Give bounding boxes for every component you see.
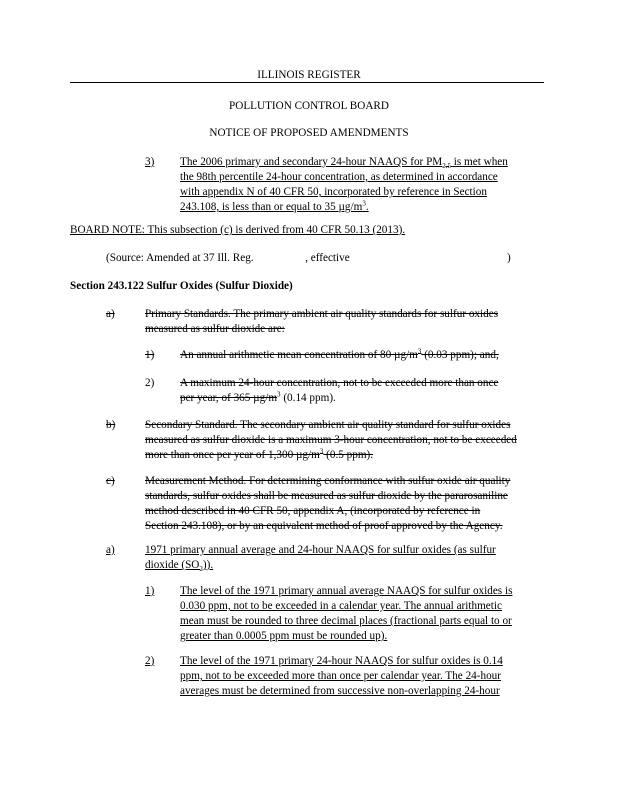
register-title (70, 68, 548, 83)
b-old-sup: 3 (319, 447, 324, 456)
b-old-paragraph (145, 418, 517, 463)
a2-old-sup: 3 (277, 390, 281, 399)
c-old-line2: standards, sulfur oxides shall be measured as sulfur dioxide by the pararosaniline (145, 490, 508, 502)
a-new-line2b: )). (202, 559, 214, 571)
b-old-tail: (0.5 ppm). (323, 449, 374, 461)
item3-label: 3) (145, 156, 155, 168)
c-old-line1: Measurement Method. For determining conformance with sulfur oxide air quality (145, 475, 511, 487)
notice-title: NOTICE OF PROPOSED AMENDMENTS (209, 127, 409, 139)
a-old-line2: measured as sulfur dioxide are: (145, 323, 285, 335)
c-old-label: c) (106, 475, 115, 487)
a2-new-line1: The level of the 1971 primary 24-hour NAAQS for sulfur oxides is 0.14 (180, 655, 503, 667)
a1-new-paragraph (180, 584, 512, 644)
b-old-line3: more than once per year of 1,300 µg/m (145, 449, 320, 461)
a1-new-line3: mean must be rounded to three decimal places (fractional parts equal to or (180, 615, 512, 627)
source-close: ) (507, 252, 511, 264)
a1-new-label: 1) (145, 585, 155, 597)
item3-line4: 243.108, is less than or equal to 35 µg/m (180, 201, 363, 213)
c-old-line3: method described in 40 CFR 50, appendix A, (incorporated by reference in (145, 505, 481, 517)
a-new-sub: 2 (199, 565, 203, 574)
a2-old-label: 2) (145, 377, 155, 389)
a2-old-line1: A maximum 24-hour concentration, not to be exceeded more than once (180, 377, 499, 389)
header-rule (70, 82, 544, 83)
c-old-line4: Section 243.108), or by an equivalent method of proof approved by the Agency. (145, 520, 503, 532)
board-note-label: BOARD NOTE (70, 224, 142, 236)
register-title-text: ILLINOIS REGISTER (257, 69, 361, 81)
a2-new-line2: ppm, not to be exceeded more than once per calendar year. The 24-hour (180, 670, 501, 682)
b-old-line1: Secondary Standard. The secondary ambient air quality standard for sulfur oxides (145, 419, 511, 431)
board-note (70, 223, 548, 238)
item3-paragraph (180, 155, 545, 215)
a-old-label: a) (106, 308, 115, 320)
a1-new-line2: 0.030 ppm, not to be exceeded in a calendar year. The annual arithmetic (180, 600, 502, 612)
b-old-label: b) (106, 419, 116, 431)
b-old-line2: measured as sulfur dioxide is a maximum 3-hour concentration, not to be exceeded (145, 434, 517, 446)
a-new-paragraph (145, 543, 496, 573)
a2-old-line2b: (0.14 ppm). (280, 392, 336, 404)
a1-old-tail: (0.03 ppm); and, (421, 349, 499, 361)
a-new-line2a: dioxide (SO (145, 559, 200, 571)
item3-line2: the 98th percentile 24-hour concentration, as determined in accordance (180, 171, 498, 183)
a-new-label: a) (106, 544, 115, 556)
board-title: POLLUTION CONTROL BOARD (229, 100, 389, 112)
a2-new-line3: averages must be determined from successive non-overlapping 24-hour (180, 685, 500, 697)
item3-line3: with appendix N of 40 CFR 50, incorporated by reference in Section (180, 186, 487, 198)
item3-pm-sub: 2.5 (442, 162, 451, 171)
a2-new-paragraph (180, 654, 503, 699)
item3-pm-tail: is met when (450, 156, 508, 168)
source-text2: , effective (305, 252, 350, 264)
a2-old-paragraph (180, 376, 498, 406)
c-old-paragraph (145, 474, 510, 534)
a1-old-label: 1) (145, 349, 155, 361)
a1-old-sup: 3 (417, 347, 422, 356)
section-heading: Section 243.122 Sulfur Oxides (Sulfur Dioxide) (70, 280, 293, 292)
a1-old-paragraph (180, 348, 499, 363)
item3-end: . (365, 201, 369, 213)
source-line (106, 251, 546, 266)
source-text1: (Source: Amended at 37 Ill. Reg. (106, 252, 254, 264)
a2-new-label: 2) (145, 655, 155, 667)
a2-old-line2a: per year, of 365 µg/m (180, 392, 278, 404)
item3-sup: 3 (362, 199, 366, 208)
item3-line1: The 2006 primary and secondary 24-hour NAAQS for PM (180, 156, 443, 168)
a1-new-line4: greater than 0.0005 ppm must be rounded up). (180, 630, 388, 642)
a1-new-line1: The level of the 1971 primary annual average NAAQS for sulfur oxides is (180, 585, 513, 597)
a-old-paragraph (145, 307, 498, 337)
a1-old-text: An annual arithmetic mean concentration of 80 µg/m (180, 349, 418, 361)
board-note-text: : This subsection (c) is derived from 40 CFR 50.13 (2013). (141, 224, 406, 236)
a-old-line1: Primary Standards. The primary ambient air quality standards for sulfur oxides (145, 308, 499, 320)
a-new-line1: 1971 primary annual average and 24-hour NAAQS for sulfur oxides (as sulfur (145, 544, 496, 556)
